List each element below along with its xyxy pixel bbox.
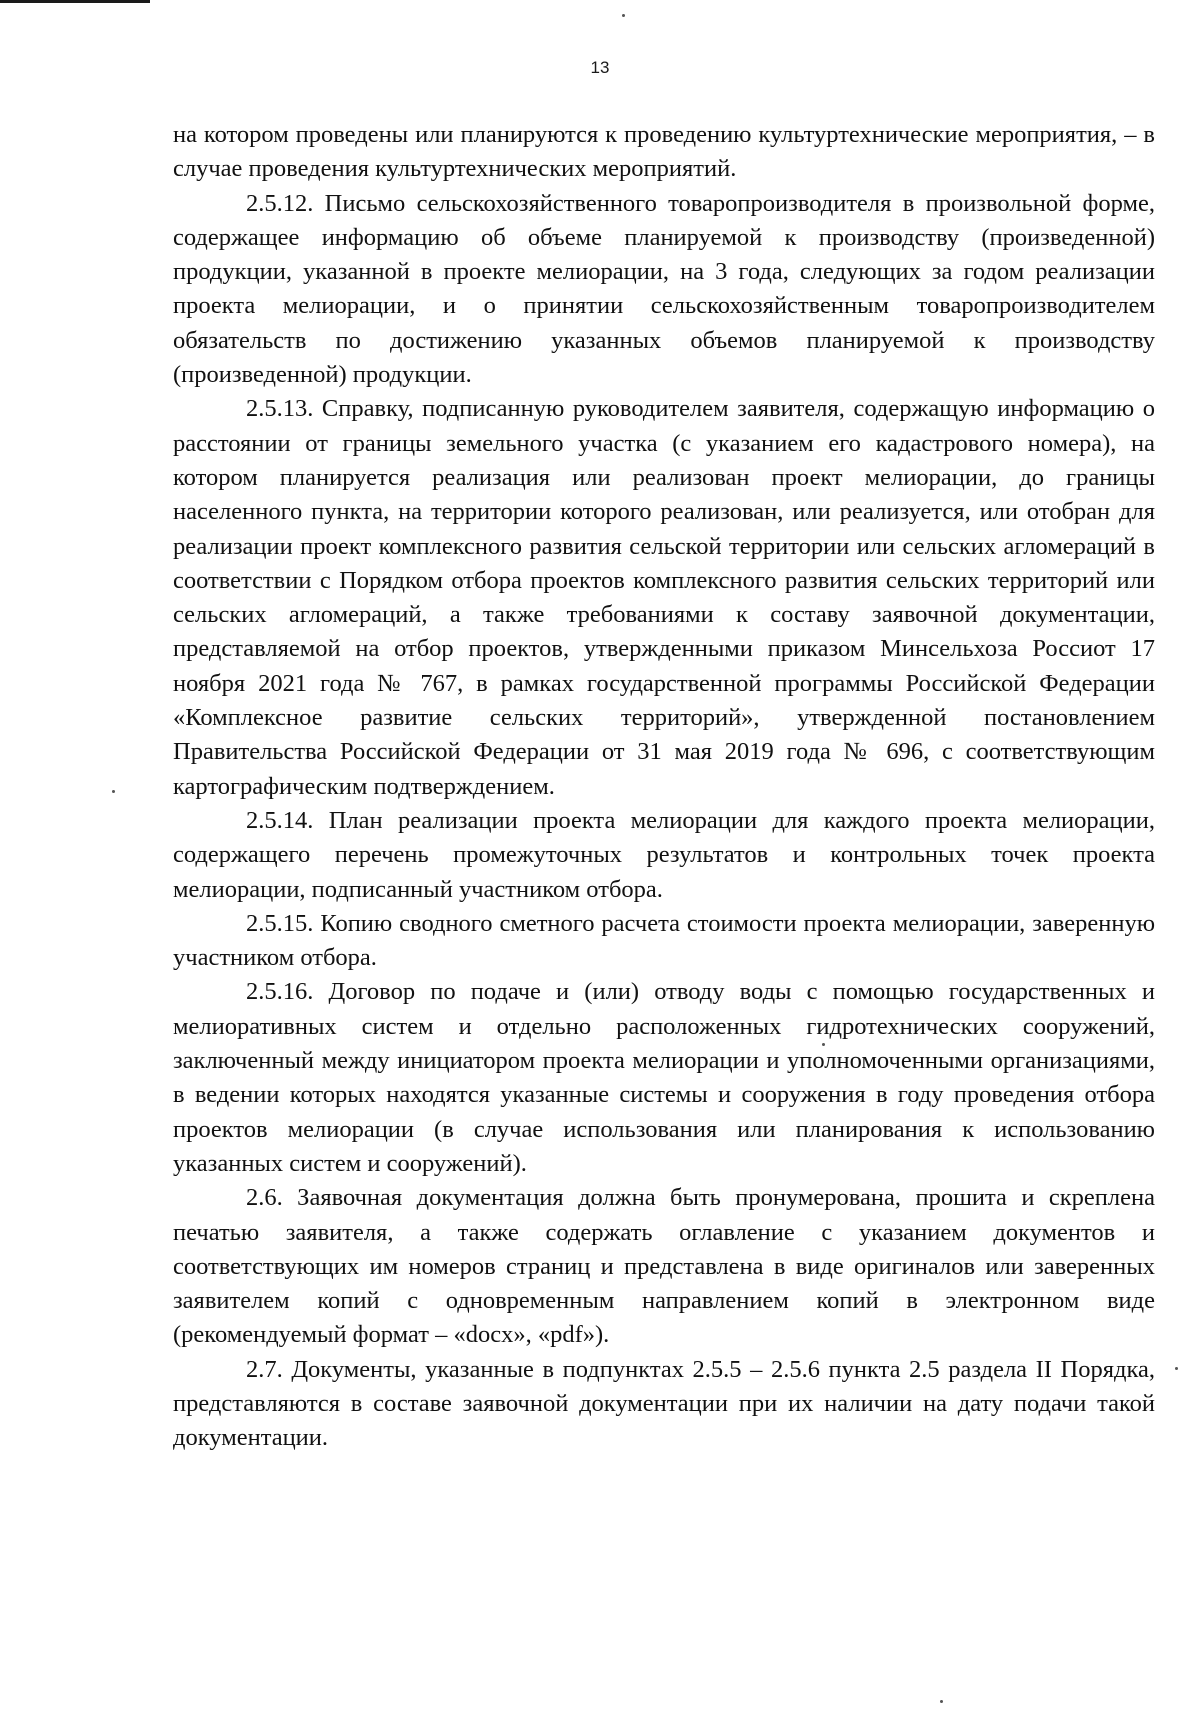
paragraph-2-7: 2.7. Документы, указанные в подпунктах 2.5.5 – 2.5.6 пункта 2.5 раздела II Порядка, представляются в составе заявочной документации при их наличии на дату подачи такой документации. xyxy=(173,1355,1155,1452)
document-body xyxy=(173,118,1155,1456)
paragraph-2-5-16: 2.5.16. Договор по подаче и (или) отводу воды с помощью государственных и мелиоративных систем и отдельно расположенных гидротехнических сооружений, заключенный между инициатором проекта мелиорации и уполномоченными организациями, в ведении которых находятся указанные системы и сооружения в году проведения отбора проектов мелиорации (в случае использования или планирования к использованию указанных систем и сооружений). xyxy=(173,978,1155,1177)
scan-speck xyxy=(112,790,115,793)
paragraph-2-5-14: 2.5.14. План реализации проекта мелиорации для каждого проекта мелиорации, содержащего перечень промежуточных результатов и контрольных точек проекта мелиорации, подписанный участником отбора. xyxy=(173,806,1155,903)
scan-speck xyxy=(622,14,625,17)
scan-speck xyxy=(1175,1367,1178,1370)
paragraph-2-5-12: 2.5.12. Письмо сельскохозяйственного товаропроизводителя в произвольной форме, содержащее информацию об объеме планируемой к производству (произведенной) продукции, указанной в проекте мелиорации, на 3 года, следующих за годом реализации проекта мелиорации, и о принятии сельскохозяйственным товаропроизводителем обязательств по достижению указанных объемов планируемой к производству (произведенной) продукции. xyxy=(173,189,1155,389)
scan-edge-mark xyxy=(0,0,150,3)
paragraph-continuation: на котором проведены или планируются к проведению культуртехнические мероприятия, – в случае проведения культуртехнических мероприятий. xyxy=(173,121,1155,183)
paragraph-2-6: 2.6. Заявочная документация должна быть пронумерована, прошита и скреплена печатью заявителя, а также содержать оглавление с указанием документов и соответствующих им номеров страниц и представлена в виде оригиналов или заверенных заявителем копий с одновременным направлением копий в электронном виде (рекомендуемый формат – «docx», «pdf»). xyxy=(173,1184,1155,1349)
paragraph-2-5-13: 2.5.13. Справку, подписанную руководителем заявителя, содержащую информацию о расстоянии от границы земельного участка (с указанием его кадастрового номера), на котором планируется реализация или реализован проект мелиорации, до границы населенного пункта, на территории которого реализован, или реализуется, или отобран для реализации проект комплексного развития сельской территории или сельских агломераций в соответствии с Порядком отбора проектов комплексного развития сельских территорий или сельских агломераций, а также требованиями к составу заявочной документации, представляемой на отбор проектов, утвержденными приказом Минсельхоза Россиот 17 ноября 2021 года № 767, в рамках государственной программы Российской Федерации «Комплексное развитие сельских территорий», утвержденной постановлением Правительства Российской Федерации от 31 мая 2019 года № 696, с соответствующим картографическим подтверждением. xyxy=(173,395,1155,800)
page-number: 13 xyxy=(590,58,610,77)
paragraph-2-5-15: 2.5.15. Копию сводного сметного расчета стоимости проекта мелиорации, заверенную участником отбора. xyxy=(173,909,1155,972)
scan-speck xyxy=(940,1700,943,1703)
